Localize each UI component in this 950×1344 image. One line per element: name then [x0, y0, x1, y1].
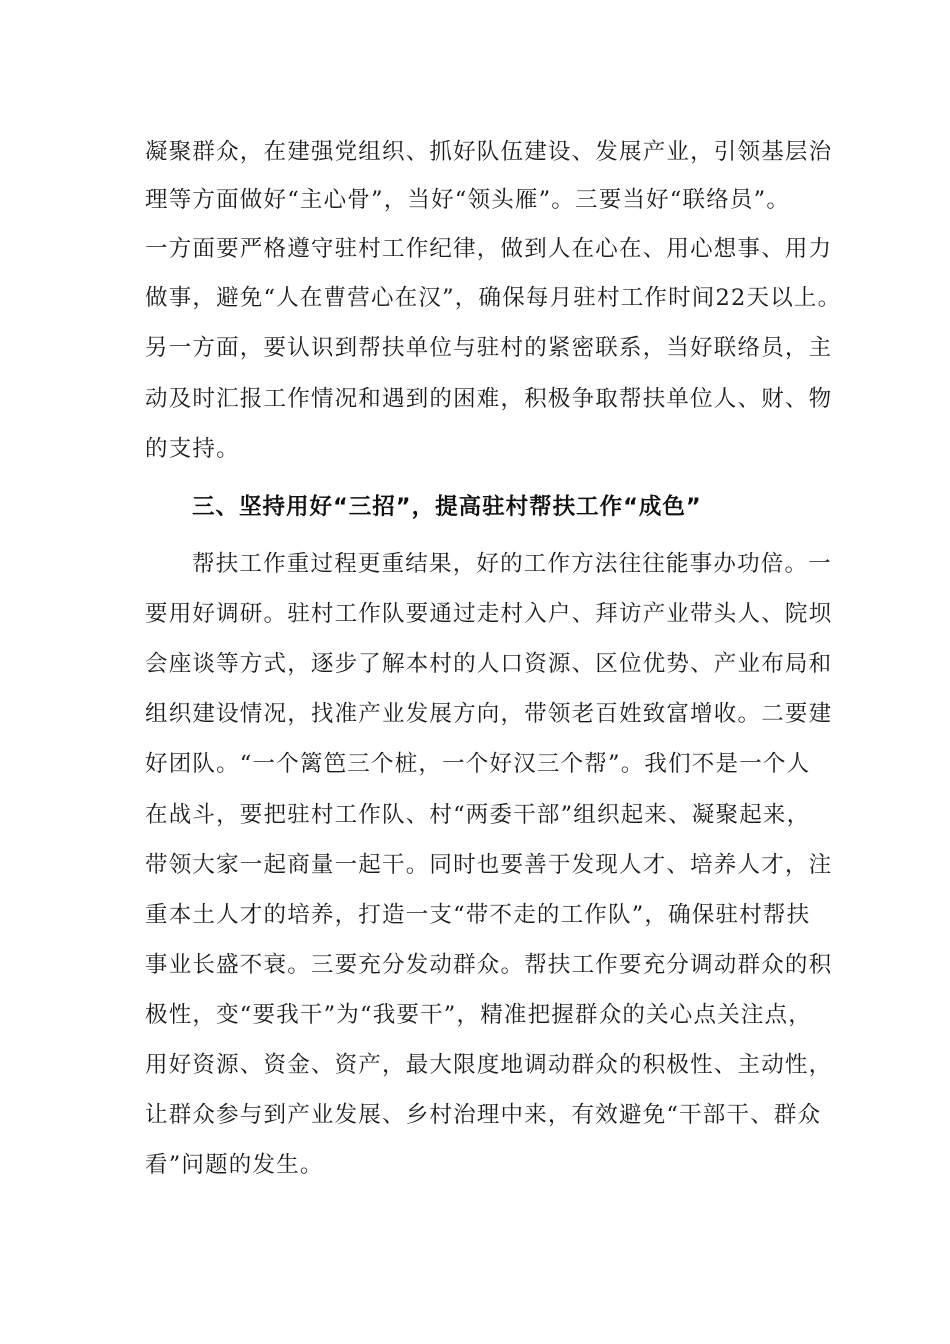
body-text-line: 动及时汇报工作情况和遇到的困难，积极争取帮扶单位人、财、物	[145, 386, 833, 412]
body-text-line: 组织建设情况，找准产业发展方向，带领老百姓致富增收。二要建	[145, 701, 833, 727]
body-text-line: 帮扶工作重过程更重结果，好的工作方法往往能事办功倍。一	[192, 551, 832, 577]
body-text-line: 一方面要严格遵守驻村工作纪律，做到人在心在、用心想事、用力	[145, 236, 833, 262]
body-text-line: 凝聚群众，在建强党组织、抓好队伍建设、发展产业，引领基层治	[145, 139, 833, 165]
body-text-line: 的支持。	[145, 436, 240, 462]
body-text-line: 要用好调研。驻村工作队要通过走村入户、拜访产业带头人、院坝	[145, 601, 833, 627]
body-text-line: 用好资源、资金、资产，最大限度地调动群众的积极性、主动性，	[145, 1052, 833, 1078]
body-text-line: 会座谈等方式，逐步了解本村的人口资源、区位优势、产业布局和	[145, 651, 833, 677]
body-text-line: 好团队。“一个篱笆三个桩，一个好汉三个帮”。我们不是一个人	[145, 751, 811, 777]
body-text-line: 事业长盛不衰。三要充分发动群众。帮扶工作要充分调动群众的积	[145, 952, 833, 978]
body-text-line: 在战斗，要把驻村工作队、村“两委干部”组织起来、凝聚起来，	[145, 802, 811, 828]
body-text-line: 理等方面做好“主心骨”，当好“领头雁”。三要当好“联络员”。	[145, 187, 791, 213]
body-text-line: 让群众参与到产业发展、乡村治理中来，有效避免“干部干、群众	[145, 1102, 822, 1128]
body-text-line: 另一方面，要认识到帮扶单位与驻村的紧密联系，当好联络员，主	[145, 335, 833, 361]
body-text-line: 做事，避免“人在曹营心在汉”，确保每月驻村工作时间22天以上。	[145, 285, 842, 311]
body-text-line: 重本土人才的培养，打造一支“带不走的工作队”，确保驻村帮扶	[145, 902, 811, 928]
body-text-line: 看”问题的发生。	[145, 1152, 324, 1178]
body-text-line: 极性，变“要我干”为“我要干”，精准把握群众的关心点关注点，	[145, 1002, 813, 1028]
body-text-line: 带领大家一起商量一起干。同时也要善于发现人才、培养人才，注	[145, 852, 833, 878]
section-heading: 三、坚持用好“三招”，提高驻村帮扶工作“成色”	[192, 494, 702, 520]
